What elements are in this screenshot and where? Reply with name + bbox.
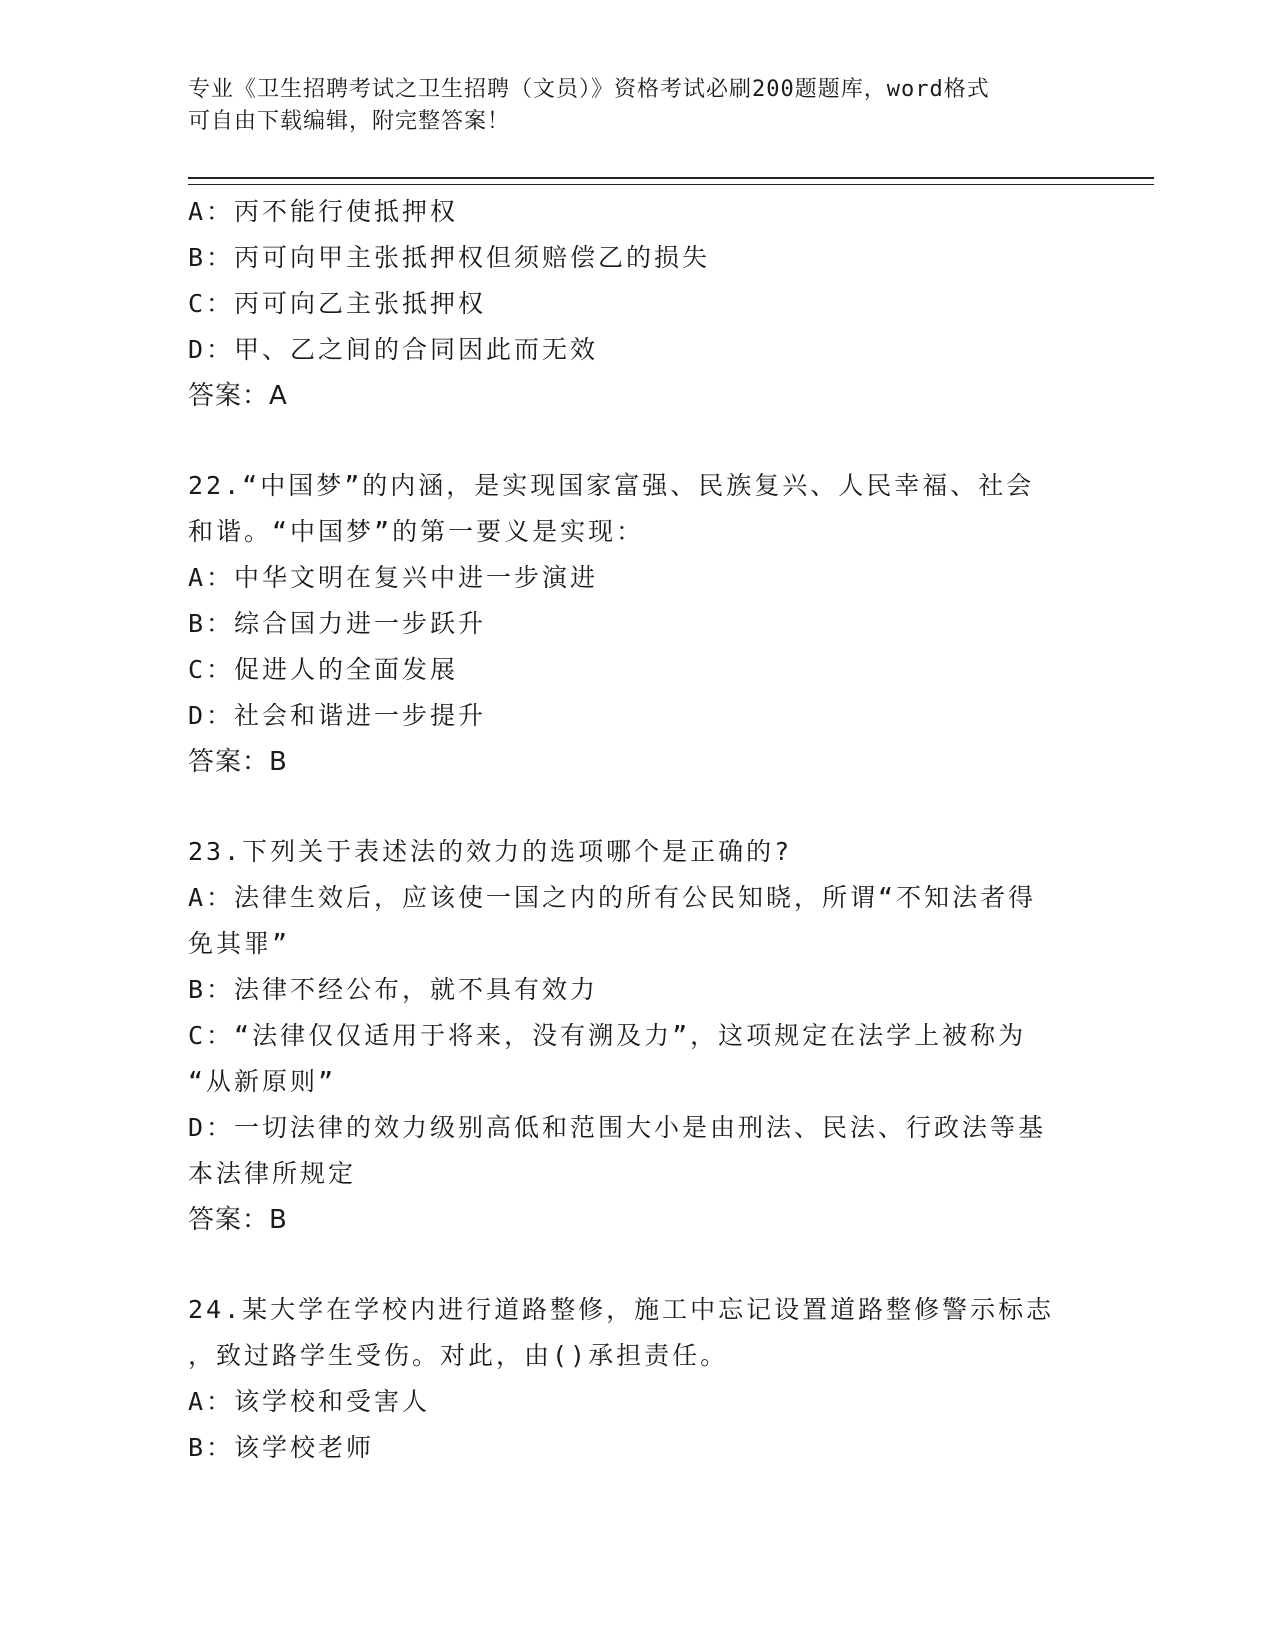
question-23-stem: 23.下列关于表述法的效力的选项哪个是正确的? (188, 837, 793, 866)
question-21-answer: 答案：A (188, 381, 288, 411)
question-22-answer: 答案：B (188, 747, 288, 777)
question-23-option-a-line-2: 免其罪” (188, 929, 291, 958)
question-23-option-c-line-1: C：“法律仅仅适用于将来，没有溯及力”，这项规定在法学上被称为 (188, 1021, 1027, 1050)
question-21-continued (188, 189, 1068, 419)
question-22 (188, 463, 1068, 785)
question-22-stem-line-1: 22.“中国梦”的内涵，是实现国家富强、民族复兴、人民幸福、社会 (188, 471, 1035, 500)
question-23-option-b: B：法律不经公布，就不具有效力 (188, 975, 599, 1004)
question-22-option-c: C：促进人的全面发展 (188, 655, 459, 684)
question-24 (188, 1287, 1068, 1471)
question-24-stem-line-1: 24.某大学在学校内进行道路整修，施工中忘记设置道路整修警示标志 (188, 1295, 1055, 1324)
header-title-line-1: 专业《卫生招聘考试之卫生招聘（文员）》资格考试必刷200题题库，word格式 (188, 77, 990, 102)
header-divider (188, 177, 1154, 185)
question-24-option-b: B：该学校老师 (188, 1433, 375, 1462)
header-title-line-2: 可自由下载编辑，附完整答案！ (188, 109, 511, 134)
question-22-stem-line-2: 和谐。“中国梦”的第一要义是实现： (188, 517, 645, 546)
question-spacer (188, 1243, 1068, 1287)
question-23 (188, 829, 1068, 1243)
question-23-option-d-line-1: D：一切法律的效力级别高低和范围大小是由刑法、民法、行政法等基 (188, 1113, 1047, 1142)
question-23-answer: 答案：B (188, 1205, 288, 1235)
question-spacer (188, 785, 1068, 829)
document-header (188, 74, 1068, 138)
question-22-option-b: B：综合国力进一步跃升 (188, 609, 487, 638)
question-23-option-d-line-2: 本法律所规定 (188, 1159, 357, 1188)
question-21-option-b: B：丙可向甲主张抵押权但须赔偿乙的损失 (188, 243, 711, 272)
question-22-option-a: A：中华文明在复兴中进一步演进 (188, 563, 599, 592)
question-23-option-c-line-2: “从新原则” (188, 1067, 337, 1096)
question-list (188, 189, 1068, 1471)
question-23-option-a-line-1: A：法律生效后，应该使一国之内的所有公民知晓，所谓“不知法者得 (188, 883, 1037, 912)
question-22-option-d: D：社会和谐进一步提升 (188, 701, 487, 730)
question-21-option-a: A：丙不能行使抵押权 (188, 197, 459, 226)
question-24-stem-line-2: ，致过路学生受伤。对此，由()承担责任。 (188, 1341, 729, 1370)
question-21-option-c: C：丙可向乙主张抵押权 (188, 289, 487, 318)
question-spacer (188, 419, 1068, 463)
question-21-option-d: D：甲、乙之间的合同因此而无效 (188, 335, 599, 364)
question-24-option-a: A：该学校和受害人 (188, 1387, 431, 1416)
